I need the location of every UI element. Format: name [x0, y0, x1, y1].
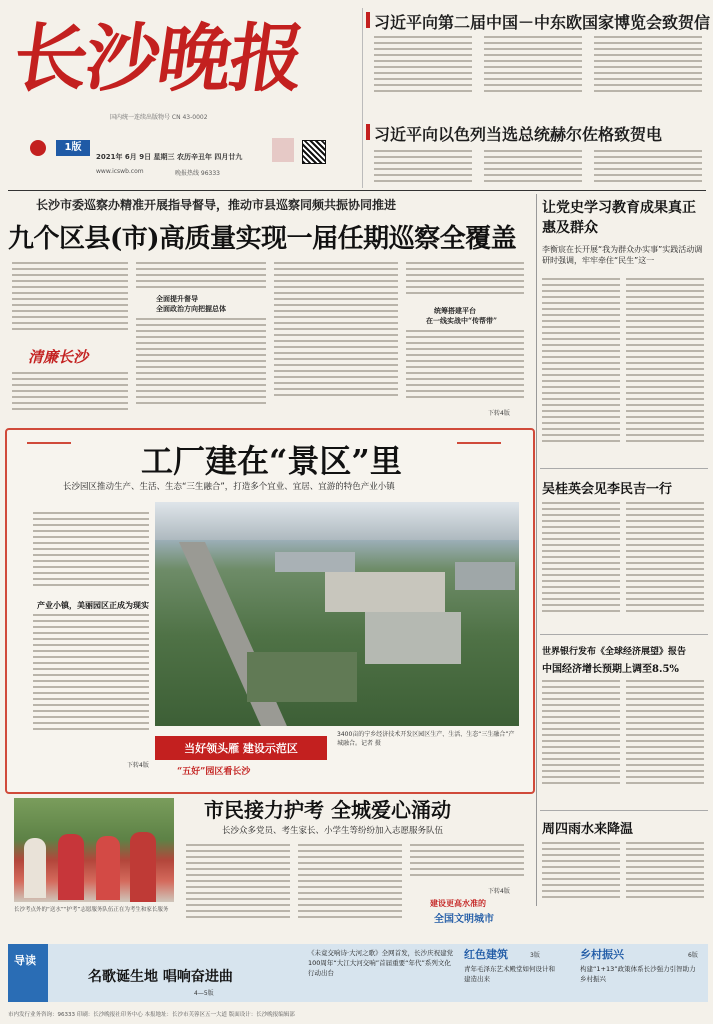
guide-item-4-text: 构建“1+13”政策体系长沙强力引智助力乡村振兴 [580, 965, 696, 983]
right-story-3[interactable] [540, 640, 708, 806]
second-photo [14, 798, 174, 902]
date-line: 2021年 6月 9日 星期三 农历辛丑年 四月廿九 [96, 153, 243, 161]
feature-section-1: 产业小镇，美丽园区正成为现实 [37, 600, 149, 610]
website: www.icswb.com [96, 168, 144, 175]
guide-item-3-title[interactable]: 红色建筑 [464, 948, 508, 961]
civilized-city-badge-sub: 全国文明城市 [434, 914, 494, 925]
right-story-2-title: 吴桂英会见李民吉一行 [542, 482, 673, 497]
lead-jump: 下转4版 [488, 410, 510, 417]
qr-code-icon [302, 140, 326, 164]
feature-headline: 工厂建在“景区”里 [141, 442, 402, 480]
edition-label: 1版 [56, 140, 90, 156]
feature-jump: 下转4版 [127, 762, 149, 769]
masthead [0, 0, 362, 190]
lead-subhead-3: 统筹搭建平台 [434, 306, 476, 315]
top-story-1-title: 习近平向第二届中国－中东欧国家博览会致贺信 [374, 13, 711, 32]
feature-banner [155, 736, 327, 760]
right-story-1-sub: 李衡宸在长开展“我为群众办实事”实践活动调研时强调，牢牢牵住“民生”这一 [542, 245, 703, 265]
feature-subhead: 长沙园区推动生产、生活、生态“三生融合”，打造多个宜业、宜居、宜游的特色产业小镇 [63, 482, 395, 492]
right-story-4-title: 周四雨水来降温 [542, 822, 634, 837]
lead-kicker: 长沙市委巡察办精准开展指导督导，推动市县巡察同频共振协同推进 [36, 198, 397, 212]
right-story-3-sub: 中国经济增长预期上调至8.5% [542, 664, 679, 675]
feature-photo [155, 502, 519, 726]
slogan-badge [272, 138, 294, 162]
right-story-1[interactable] [540, 194, 708, 464]
right-story-1-title: 让党史学习教育成果真正惠及群众 [542, 200, 696, 236]
second-subhead: 长沙众多党员、考生家长、小学生等纷纷加入志愿服务队伍 [222, 826, 444, 836]
guide-item-3-page: 3版 [530, 952, 540, 959]
lead-subhead-4: 在一线实战中“传帮带” [426, 316, 498, 325]
second-photo-caption: 长沙考点外的“送水”“护考”志愿服务队伍正在为考生和家长服务 [14, 907, 169, 913]
top-story-2[interactable] [366, 120, 706, 190]
guide-strip [8, 944, 708, 1002]
guide-item-3-text: 青年毛泽东艺术殿堂如何设计和建造出来 [464, 965, 555, 983]
second-story[interactable] [8, 794, 532, 934]
top-story-1[interactable] [366, 10, 711, 102]
right-story-4[interactable] [540, 816, 708, 906]
civilized-city-badge-main: 建设更高水准的 [430, 898, 486, 908]
lead-story[interactable] [8, 194, 528, 422]
qinglian-badge: 清廉长沙 [28, 348, 89, 366]
guide-item-4-page: 6版 [688, 952, 698, 959]
hotline: 晚报热线 96333 [175, 170, 220, 177]
guide-item-2[interactable]: 《未竟交响诗·大河之歌》全网首发，长沙庆祝建党100周年“大江大河交响”首届重要“年代”系列文化行动出台 [308, 949, 454, 977]
feature-banner-main: 当好领头雁 建设示范区 [184, 742, 298, 755]
guide-item-1-title[interactable]: 名歌诞生地 唱响奋进曲 [88, 969, 233, 985]
footer-line: 市内发行业务咨询：96333 印刷：长沙晚报社印务中心 本报地址：长沙市芙蓉区五一大道 版面设计：长沙晚报编辑部 [8, 1012, 295, 1018]
right-story-2[interactable] [540, 474, 708, 630]
guide-item-4-title[interactable]: 乡村振兴 [580, 948, 624, 961]
feature-banner-sub: “五好”园区看长沙 [177, 767, 251, 777]
civilized-city-badge [412, 896, 524, 930]
lead-headline: 九个区县(市)高质量实现一届任期巡察全覆盖 [8, 224, 517, 254]
top-story-2-title: 习近平向以色列当选总统赫尔佐格致贺电 [374, 125, 663, 144]
lead-subhead-1: 全面提升督导 [156, 294, 198, 303]
feature-box[interactable] [5, 428, 535, 794]
edition-box [30, 140, 52, 158]
guide-label: 导读 [14, 954, 36, 967]
lead-subhead-2: 全面政治方向把握总体 [156, 304, 226, 313]
feature-photo-caption: 3400亩的宁乡经济技术开发区园区生产、生活、生态“三生融合”产城融合。记者 摄 [337, 731, 515, 747]
right-story-3-title: 世界银行发布《全球经济展望》报告 [542, 647, 687, 657]
second-headline: 市民接力护考 全城爱心涌动 [204, 798, 451, 822]
masthead-logo: 长沙晚报 [7, 16, 309, 102]
right-column [540, 194, 708, 906]
publication-number: 国内统一连续出版物号 CN 43-0002 [110, 114, 208, 121]
guide-item-1-page: 4—5版 [194, 990, 214, 997]
second-jump: 下转4版 [488, 888, 510, 895]
